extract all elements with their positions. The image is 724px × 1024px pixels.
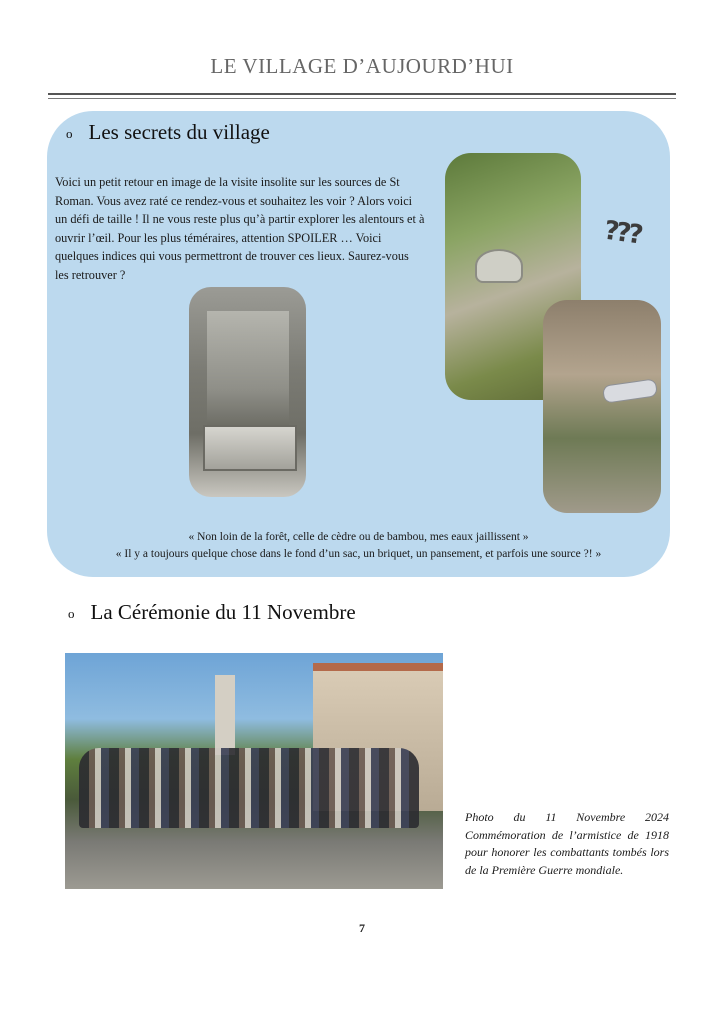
page-header-title: LE VILLAGE D’AUJOURD’HUI	[210, 54, 514, 78]
war-memorial-image	[215, 675, 235, 755]
riddle-quote-2: « Il y a toujours quelque chose dans le fond d’un sac, un briquet, un pansement, et parfois une source ?! »	[115, 548, 602, 560]
section-heading-secrets	[66, 120, 270, 145]
section-title: La Cérémonie du 11 Novembre	[90, 600, 356, 624]
section-title: Les secrets du village	[88, 120, 270, 144]
pipe-outlet	[602, 378, 658, 403]
crowd-image	[79, 748, 419, 828]
header-rule-thin	[48, 98, 676, 99]
photo-caption: Photo du 11 Novembre 2024 Commémoration de l’armistice de 1918 pour honorer les combattants tombés lors de la Première Guerre mondiale.	[465, 810, 669, 877]
fountain-niche	[207, 311, 289, 441]
fountain-basin	[203, 425, 297, 471]
fountain-photo	[189, 287, 306, 497]
page-number: 7	[359, 921, 365, 935]
spring-photo-pipe	[543, 300, 661, 513]
header-rule	[48, 93, 676, 95]
bullet-icon: o	[68, 606, 75, 622]
question-marks-icon: ???	[602, 215, 643, 251]
intro-paragraph: Voici un petit retour en image de la visite insolite sur les sources de St Roman. Vous avez raté ce rendez-vous et souhaitez les voir ? Alors voici un défi de taille ! Il ne vous reste plus qu’à partir explorer les alentours et à ouvrir l’œil. Pour les plus téméraires, attention SPOILER … Voici quelques indices qui vous permettront de trouver ces lieux. Saurez-vous les retrouver ?	[55, 175, 425, 282]
section-heading-ceremony	[68, 600, 356, 625]
riddle-quote-1: « Non loin de la forêt, celle de cèdre ou de bambou, mes eaux jaillissent »	[188, 531, 529, 543]
spring-outlet	[475, 249, 523, 283]
ceremony-group-photo	[65, 653, 443, 889]
bullet-icon: o	[66, 126, 73, 142]
